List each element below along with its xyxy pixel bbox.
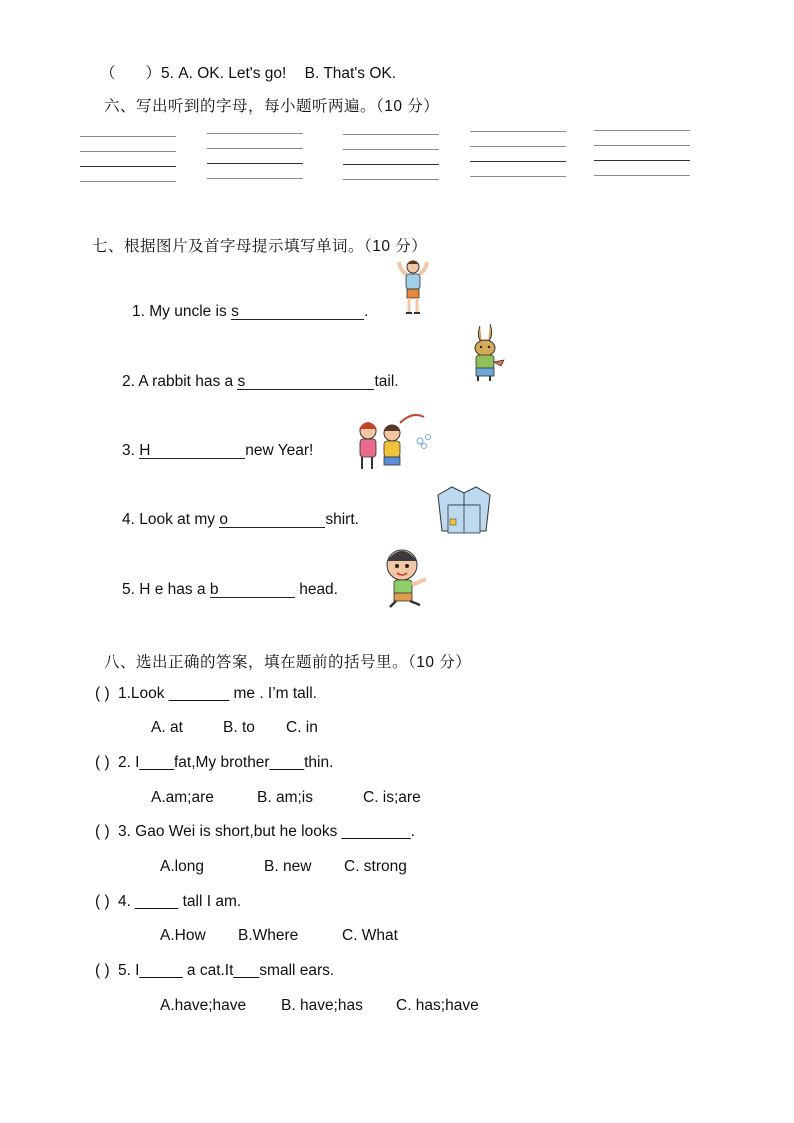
writing-lines-2[interactable] — [207, 133, 303, 183]
writing-lines-4[interactable] — [470, 131, 566, 181]
question-stem: 4. _____ tall I am. — [117, 893, 242, 910]
item-text-post: new Year! — [245, 442, 314, 459]
answer-paren[interactable]: ( ) — [95, 685, 110, 702]
question-stem: 2. I____fat,My brother____thin. — [117, 754, 334, 771]
children-new-year-illustration — [350, 413, 440, 475]
item-text: 1. My uncle is — [132, 303, 232, 320]
shirt-illustration — [434, 483, 494, 537]
option-b: B. new — [264, 858, 312, 875]
question-stem: 5. I_____ a cat.It___small ears. — [117, 962, 335, 979]
fill-item-3 — [122, 442, 313, 460]
answer-blank[interactable] — [237, 373, 374, 390]
mc-question-2 — [95, 754, 333, 772]
item-text-post: head. — [294, 581, 338, 598]
mc-options-2 — [151, 789, 421, 807]
writing-lines-5[interactable] — [594, 130, 690, 180]
q5-top — [100, 61, 396, 83]
question-stem: 1.Look _______ me . I’m tall. — [117, 685, 317, 702]
item-text: 2. A rabbit has a — [122, 373, 238, 390]
item-text-post: tail. — [374, 373, 399, 390]
strong-man-illustration — [395, 258, 431, 316]
option-c: C. is;are — [363, 789, 421, 806]
hint-letter: s — [237, 373, 246, 390]
option-a: A.long — [160, 858, 204, 875]
mc-question-5 — [95, 962, 334, 980]
writing-lines-1[interactable] — [80, 136, 176, 186]
section7-heading: 七、根据图片及首字母提示填写单词。（10 分） — [92, 238, 428, 255]
option-b: B.Where — [238, 927, 299, 944]
boy-big-head-illustration — [378, 545, 442, 609]
item-text: 3. — [122, 442, 140, 459]
item-text-post: shirt. — [325, 511, 359, 528]
fill-item-1 — [132, 303, 368, 321]
item-text: 5. H e has a — [122, 581, 210, 598]
mc-question-3 — [95, 823, 415, 841]
answer-blank[interactable] — [139, 442, 245, 459]
mc-options-1 — [151, 719, 318, 737]
fill-item-4 — [122, 511, 359, 529]
mc-options-5 — [160, 997, 479, 1015]
q5-top-option-b: B. That's OK. — [304, 65, 397, 82]
fill-item-5 — [122, 581, 338, 599]
option-a: A. at — [151, 719, 183, 736]
option-a: A.How — [160, 927, 206, 944]
mc-question-4 — [95, 893, 241, 911]
rabbit-illustration — [460, 322, 512, 384]
option-c: C. strong — [344, 858, 407, 875]
option-a: A.am;are — [151, 789, 214, 806]
q5-top-text: 5. A. OK. Let's go! — [161, 65, 287, 82]
writing-lines-3[interactable] — [343, 134, 439, 184]
item-text-post: . — [364, 303, 369, 320]
mc-options-3 — [160, 858, 407, 876]
answer-paren[interactable]: ( ) — [95, 754, 110, 771]
answer-paren-open[interactable]: （ — [100, 65, 116, 82]
answer-blank[interactable] — [219, 511, 325, 528]
answer-paren[interactable]: ( ) — [95, 823, 110, 840]
mc-options-4 — [160, 927, 398, 945]
hint-letter: b — [209, 581, 219, 598]
item-text: 4. Look at my — [122, 511, 220, 528]
answer-paren-close: ） — [145, 65, 162, 82]
hint-letter: H — [139, 442, 151, 459]
section8-heading: 八、选出正确的答案，填在题前的括号里。（10 分） — [104, 654, 472, 671]
answer-blank[interactable] — [231, 303, 364, 320]
mc-question-1 — [95, 685, 317, 703]
option-c: C. What — [342, 927, 398, 944]
answer-blank[interactable] — [210, 581, 295, 598]
option-a: A.have;have — [160, 997, 247, 1014]
option-c: C. has;have — [396, 997, 479, 1014]
fill-item-2 — [122, 373, 399, 391]
answer-paren[interactable]: ( ) — [95, 962, 110, 979]
hint-letter: s — [231, 303, 239, 320]
answer-paren[interactable]: ( ) — [95, 893, 110, 910]
hint-letter: o — [219, 511, 228, 528]
option-c: C. in — [286, 719, 318, 736]
option-b: B. to — [223, 719, 255, 736]
option-b: B. have;has — [281, 997, 363, 1014]
section6-heading: 六、写出听到的字母，每小题听两遍。（10 分） — [104, 98, 440, 115]
question-stem: 3. Gao Wei is short,but he looks ________. — [117, 823, 415, 840]
option-b: B. am;is — [257, 789, 313, 806]
